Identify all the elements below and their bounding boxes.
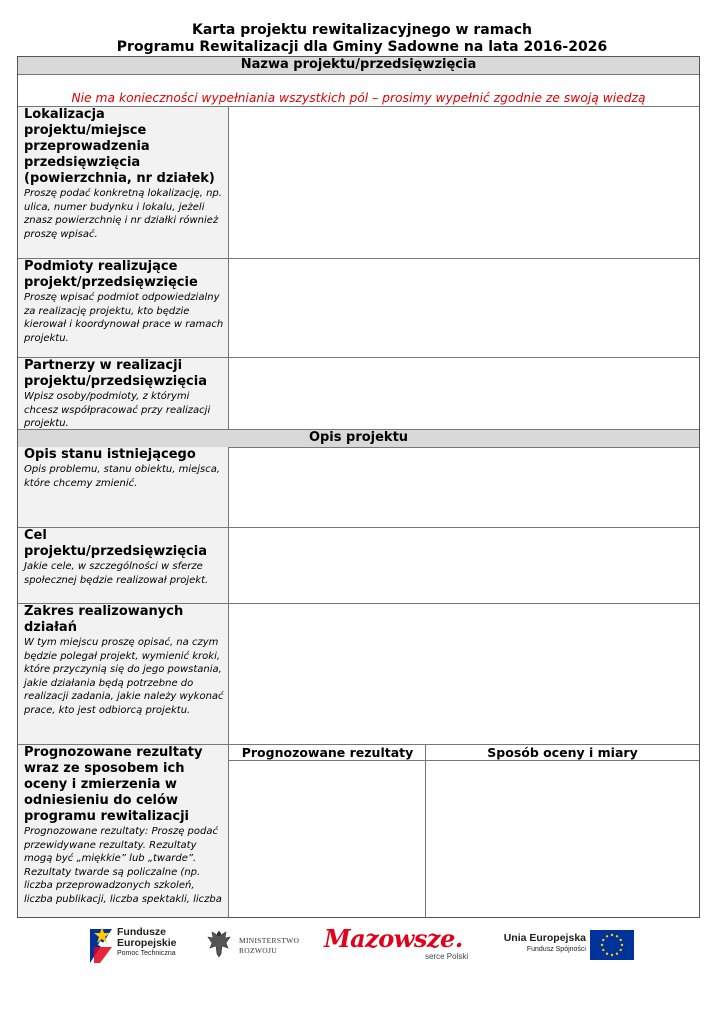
- results-col-header: Prognozowane rezultaty: [229, 745, 426, 761]
- logo-strip: [0, 922, 724, 972]
- fe-line-2: Europejskie: [117, 937, 177, 949]
- scope-input-area[interactable]: [229, 604, 699, 744]
- row-results-label: [18, 745, 229, 917]
- title-line-1: Karta projektu rewitalizacyjnego w ramach: [191, 22, 533, 38]
- row-location-desc: Proszę podać konkretną lokalizację, np. ulica, numer budynku i lokalu, jeżeli znasz powierzchnię i nr działki również proszę wpisać.: [24, 188, 222, 240]
- fundusze-europejskie-logo: [90, 925, 190, 965]
- ministerstwo-rozwoju-logo: [206, 928, 316, 964]
- entities-input-area[interactable]: [229, 259, 699, 357]
- row-goal-desc: Jakie cele, w szczególności w sferze społecznej będzie realizował projekt.: [24, 561, 209, 586]
- row-goal-title: Cel projektu/przedsięwzięcia: [24, 528, 207, 559]
- title-line-2: Programu Rewitalizacji dla Gminy Sadowne na lata 2016-2026: [116, 39, 608, 55]
- row-entities-desc: Proszę wpisać podmiot odpowiedzialny za realizację projektu, kto będzie kierował i koordynował prace w ramach projektu.: [24, 292, 224, 344]
- row-location: [18, 107, 699, 259]
- row-scope: [18, 604, 699, 745]
- fe-star-icon: [90, 925, 114, 965]
- row-partners-desc: Wpisz osoby/podmioty, z którymi chcesz współpracować przy realizacji projektu.: [24, 391, 211, 429]
- results-input-area[interactable]: [229, 761, 425, 917]
- row-location-title: Lokalizacja projektu/miejsce przeprowadzenia przedsięwzięcia (powierzchnia, nr działek): [24, 107, 215, 186]
- ue-line-2: Fundusz Spójności: [526, 946, 586, 953]
- row-current-state-title: Opis stanu istniejącego: [24, 447, 196, 462]
- fe-line-3: Pomoc Techniczna: [117, 950, 176, 957]
- project-name-header: Nazwa projektu/przedsięwzięcia: [18, 57, 699, 75]
- row-entities-label: [18, 259, 229, 357]
- unia-europejska-logo: [500, 930, 634, 964]
- row-location-label: [18, 107, 229, 258]
- mazowsze-tagline: serce Polski: [425, 952, 469, 961]
- eu-flag-icon: [590, 930, 634, 960]
- project-form: [17, 56, 700, 918]
- row-results-desc: Prognozowane rezultaty: Proszę podać przewidywane rezultaty. Rezultaty mogą być „miękkie” lub „twarde”. Rezultaty twarde są policzalne (np. liczba przeprowadzonych szkoleń, liczba publikacji, liczba spektakli, liczba: [24, 826, 222, 905]
- row-current-state-label: [18, 447, 229, 527]
- fill-note: Nie ma konieczności wypełniania wszystkich pól – prosimy wypełnić zgodnie ze swoją wiedzą: [18, 74, 699, 107]
- current-state-input-area[interactable]: [229, 447, 699, 527]
- row-scope-desc: W tym miejscu proszę opisać, na czym będzie polegał projekt, wymienić kroki, które przyczynią się do jego powstania, jakie działania będą potrzebne do realizacji zadania, jakie należy wykonać prace, kto jest odbiorcą projektu.: [24, 637, 224, 716]
- mazowsze-logo: [324, 924, 484, 968]
- row-current-state-desc: Opis problemu, stanu obiektu, miejsca, które chcemy zmienić.: [24, 464, 221, 489]
- min-line-1: MINISTERSTWO: [239, 936, 300, 945]
- measure-input-area[interactable]: [426, 761, 699, 917]
- row-partners-label: [18, 358, 229, 429]
- results-table: [229, 745, 699, 917]
- ue-line-1: Unia Europejska: [503, 932, 586, 944]
- row-entities: [18, 259, 699, 358]
- partners-input-area[interactable]: [229, 358, 699, 429]
- row-goal: [18, 528, 699, 604]
- document-title: [0, 22, 724, 56]
- row-scope-title: Zakres realizowanych działań: [24, 604, 184, 635]
- row-partners: [18, 358, 699, 430]
- row-partners-title: Partnerzy w realizacji projektu/przedsięwzięcia: [24, 358, 207, 389]
- fe-line-1: Fundusze: [117, 926, 166, 938]
- measure-col-header: Sposób oceny i miary: [426, 745, 699, 761]
- row-goal-label: [18, 528, 229, 603]
- location-input-area[interactable]: [229, 107, 699, 258]
- mazowsze-wordmark: Mazowsze.: [324, 924, 463, 953]
- min-line-2: ROZWOJU: [239, 946, 277, 955]
- row-entities-title: Podmioty realizujące projekt/przedsięwzięcie: [24, 259, 198, 290]
- row-current-state: [18, 447, 699, 528]
- row-scope-label: [18, 604, 229, 744]
- description-header: Opis projektu: [18, 430, 699, 448]
- eagle-emblem-icon: [206, 928, 232, 960]
- row-results: [18, 745, 699, 917]
- row-results-title: Prognozowane rezultaty wraz ze sposobem ich oceny i zmierzenia w odniesieniu do celów programu rewitalizacji: [24, 745, 203, 824]
- goal-input-area[interactable]: [229, 528, 699, 603]
